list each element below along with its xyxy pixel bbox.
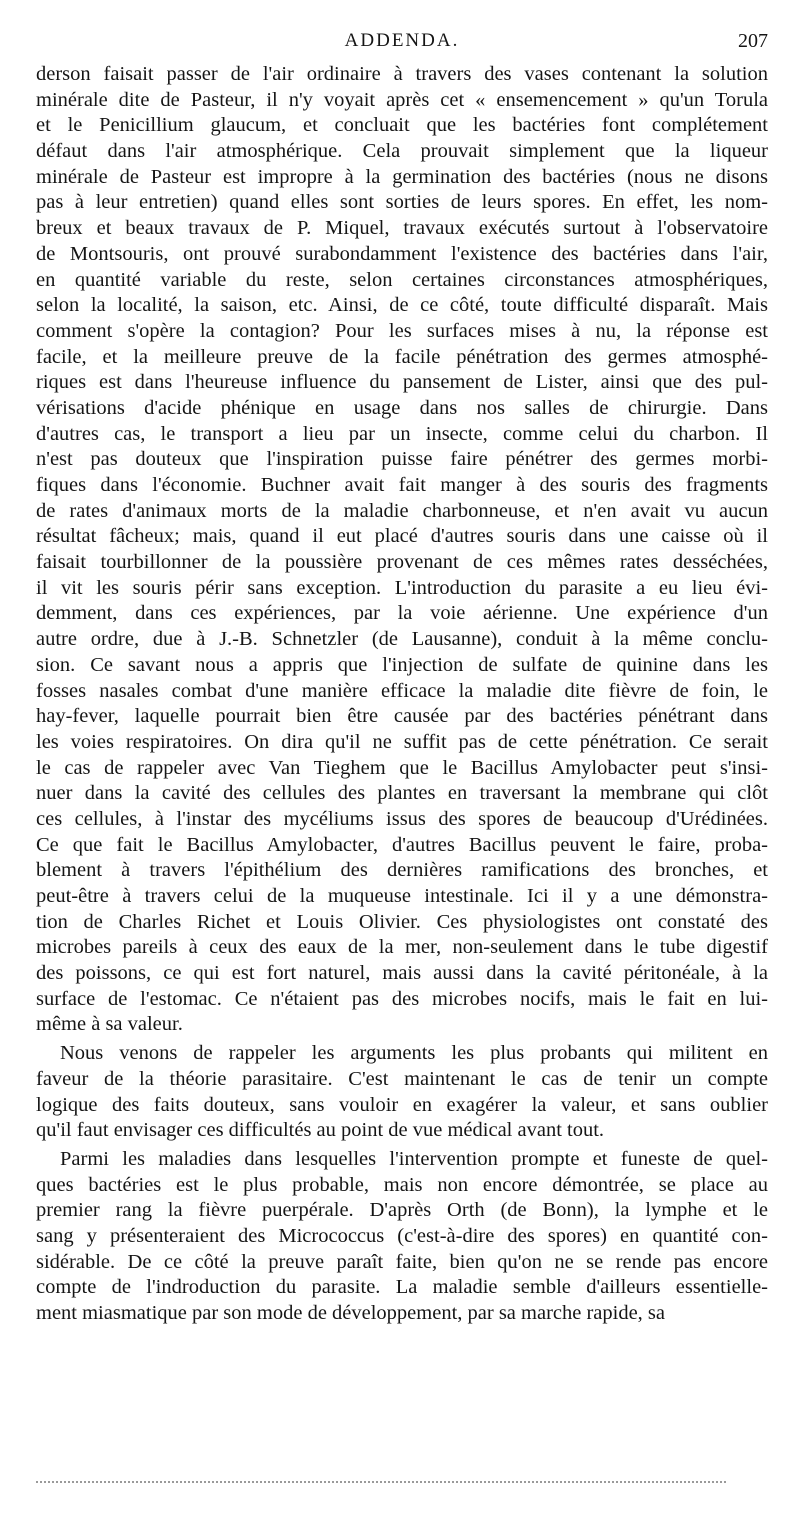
text-line: fosses nasales combat d'une manière efficace la maladie dite fièvre de foin, le bbox=[36, 679, 768, 702]
text-line: autre ordre, due à J.-B. Schnetzler (de Lausanne), conduit à la même conclu- bbox=[36, 628, 768, 651]
text-line: comment s'opère la contagion? Pour les surfaces mises à nu, la réponse est bbox=[36, 319, 768, 342]
text-line: compte de l'indroduction du parasite. La maladie semble d'ailleurs essentielle- bbox=[36, 1276, 768, 1299]
text-line: Ce que fait le Bacillus Amylobacter, d'autres Bacillus peuvent le faire, proba- bbox=[36, 833, 768, 856]
paragraph bbox=[36, 1041, 768, 1144]
text-line: qu'il faut envisager ces difficultés au point de vue médical avant tout. bbox=[36, 1119, 605, 1142]
text-line: demment, dans ces expériences, par la voie aérienne. Une expérience d'un bbox=[36, 602, 768, 625]
page-number: 207 bbox=[738, 30, 768, 52]
text-line: facile, et la meilleure preuve de la facile pénétration des germes atmosphé- bbox=[36, 345, 768, 368]
text-line: défaut dans l'air atmosphérique. Cela prouvait simplement que la liqueur bbox=[36, 140, 768, 163]
text-line: sang y présenteraient des Micrococcus (c'est-à-dire des spores) en quantité con- bbox=[36, 1224, 768, 1247]
text-line: d'autres cas, le transport a lieu par un insecte, comme celui du charbon. Il bbox=[36, 422, 768, 445]
text-line: même à sa valeur. bbox=[36, 1013, 183, 1036]
paragraph bbox=[36, 1147, 768, 1327]
text-line: breux et beaux travaux de P. Miquel, travaux exécutés surtout à l'observatoire bbox=[36, 217, 768, 240]
text-line: microbes pareils à ceux des eaux de la mer, non-seulement dans le tube digestif bbox=[36, 936, 768, 959]
text-line: il vit les souris périr sans exception. L'introduction du parasite a eu lieu évi- bbox=[36, 576, 768, 599]
text-line: n'est pas douteux que l'inspiration puisse faire pénétrer des germes morbi- bbox=[36, 448, 768, 471]
text-line: sion. Ce savant nous a appris que l'injection de sulfate de quinine dans les bbox=[36, 653, 768, 676]
text-line: des poissons, ce qui est fort naturel, mais aussi dans la cavité péritonéale, à la bbox=[36, 962, 768, 985]
text-line: le cas de rappeler avec Van Tieghem que le Bacillus Amylobacter peut s'insi- bbox=[36, 756, 768, 779]
text-line: tion de Charles Richet et Louis Olivier. Ces physiologistes ont constaté des bbox=[36, 910, 768, 933]
running-head bbox=[36, 30, 768, 60]
text-line: peut-être à travers celui de la muqueuse intestinale. Ici il y a une démonstra- bbox=[36, 885, 768, 907]
text-line: ment miasmatique par son mode de développement, par sa marche rapide, sa bbox=[36, 1302, 666, 1324]
text-line: en quantité variable du reste, selon certaines circonstances atmosphériques, bbox=[36, 268, 768, 291]
text-line: fiques dans l'économie. Buchner avait fait manger à des souris des fragments bbox=[36, 474, 768, 496]
text-line: les voies respiratoires. On dira qu'il ne suffit pas de cette pénétration. Ce serait bbox=[36, 730, 768, 753]
text-line: surface de l'estomac. Ce n'étaient pas des microbes nocifs, mais le fait en lui- bbox=[36, 987, 768, 1010]
text-line: de Montsouris, ont prouvé surabondamment l'existence des bactéries dans l'air, bbox=[36, 242, 768, 265]
body-text bbox=[36, 62, 768, 1327]
text-line: nuer dans la cavité des cellules des plantes en traversant la membrane qui clôt bbox=[36, 782, 768, 805]
text-line: minérale de Pasteur est impropre à la germination des bactéries (nous ne disons bbox=[36, 165, 768, 188]
text-line: faisait tourbillonner de la poussière provenant de ces mêmes rates desséchées, bbox=[36, 551, 768, 574]
text-line: hay-fever, laquelle pourrait bien être causée par des bactéries pénétrant dans bbox=[36, 705, 768, 728]
text-line: ces cellules, à l'instar des mycéliums issus des spores de beaucoup d'Urédinées. bbox=[36, 807, 768, 830]
footer-rule bbox=[36, 1481, 726, 1483]
text-line: minérale dite de Pasteur, il n'y voyait après cet « ensemencement » qu'un Torula bbox=[36, 88, 768, 111]
text-line: sidérable. De ce côté la preuve paraît faite, bien qu'on ne se rende pas encore bbox=[36, 1250, 768, 1273]
text-line: résultat fâcheux; mais, quand il eut placé d'autres souris dans une caisse où il bbox=[36, 525, 768, 548]
text-line: faveur de la théorie parasitaire. C'est maintenant le cas de tenir un compte bbox=[36, 1067, 768, 1090]
text-line: selon la localité, la saison, etc. Ainsi, de ce côté, toute difficulté disparaît. Mais bbox=[36, 294, 768, 317]
text-line: et le Penicillium glaucum, et concluait que les bactéries font complétement bbox=[36, 114, 768, 137]
text-line: vérisations d'acide phénique en usage dans nos salles de chirurgie. Dans bbox=[36, 396, 768, 419]
text-line: riques est dans l'heureuse influence du pansement de Lister, ainsi que des pul- bbox=[36, 371, 768, 394]
text-line: Nous venons de rappeler les arguments les plus probants qui militent en bbox=[60, 1042, 768, 1065]
text-line: pas à leur entretien) quand elles sont sorties de leurs spores. En effet, les nom- bbox=[36, 191, 768, 214]
text-line: blement à travers l'épithélium des dernières ramifications des bronches, et bbox=[36, 859, 768, 882]
text-line: logique des faits douteux, sans vouloir en exagérer la valeur, et sans oublier bbox=[36, 1093, 768, 1116]
running-title: ADDENDA. bbox=[344, 30, 460, 51]
text-line: derson faisait passer de l'air ordinaire à travers des vases contenant la solution bbox=[36, 63, 768, 85]
text-line: ques bactéries est le plus probable, mais non encore démontrée, se place au bbox=[36, 1173, 768, 1196]
text-line: premier rang la fièvre puerpérale. D'après Orth (de Bonn), la lymphe et le bbox=[36, 1199, 768, 1222]
text-line: de rates d'animaux morts de la maladie charbonneuse, et n'en avait vu aucun bbox=[36, 499, 768, 522]
text-line: Parmi les maladies dans lesquelles l'intervention prompte et funeste de quel- bbox=[60, 1147, 768, 1170]
paragraph bbox=[36, 62, 768, 1038]
